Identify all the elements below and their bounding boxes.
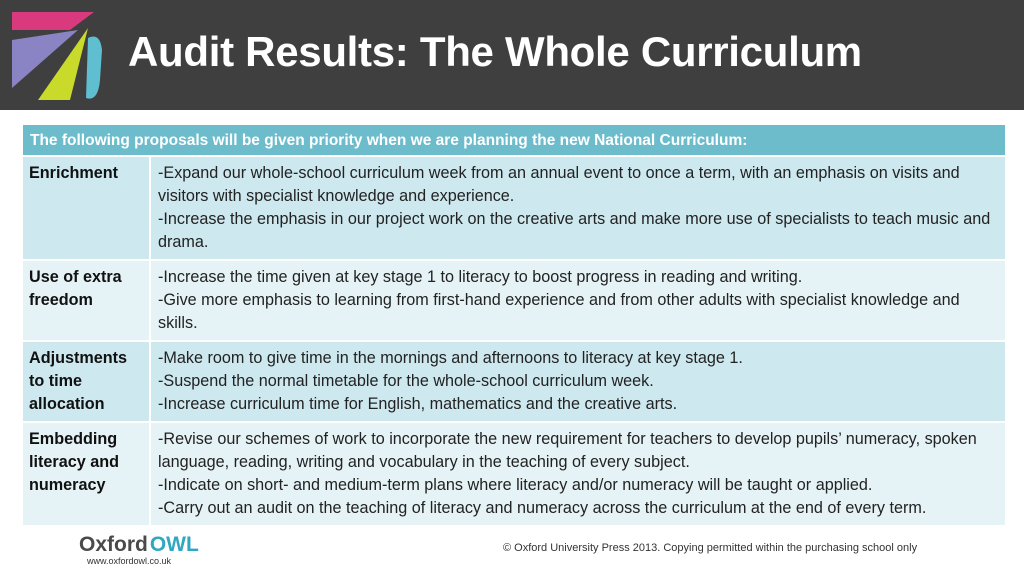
row-content bbox=[150, 341, 1006, 422]
slide-title: Audit Results: The Whole Curriculum bbox=[128, 28, 862, 75]
proposal-line: -Indicate on short- and medium-term plans where literacy and/or numeracy will be taught or applied. bbox=[158, 476, 873, 494]
table-row bbox=[22, 260, 1006, 341]
proposal-line: -Make room to give time in the mornings and afternoons to literacy at key stage 1. bbox=[158, 349, 743, 367]
row-label: Adjustments to time allocation bbox=[22, 341, 150, 422]
brand-url[interactable]: www.oxfordowl.co.uk bbox=[87, 556, 172, 566]
oxford-owl-logo[interactable] bbox=[79, 534, 199, 570]
brand-oxford: Oxford bbox=[79, 533, 148, 556]
table-header-row bbox=[22, 124, 1006, 156]
proposals-table bbox=[21, 123, 1007, 527]
row-label: Use of extra freedom bbox=[22, 260, 150, 341]
proposal-line: -Increase curriculum time for English, mathematics and the creative arts. bbox=[158, 395, 678, 413]
row-label: Embedding literacy and numeracy bbox=[22, 422, 150, 526]
table-row bbox=[22, 422, 1006, 526]
copyright-notice: © Oxford University Press 2013. Copying permitted within the purchasing school only bbox=[503, 542, 918, 554]
proposal-line: -Increase the time given at key stage 1 to literacy to boost progress in reading and writing. bbox=[158, 268, 803, 286]
brand-owl: OWL bbox=[149, 533, 199, 556]
row-label: Enrichment bbox=[22, 156, 150, 260]
proposal-line: -Suspend the normal timetable for the whole-school curriculum week. bbox=[158, 372, 654, 390]
row-content bbox=[150, 422, 1006, 526]
table-header-cell: The following proposals will be given priority when we are planning the new National Curriculum: bbox=[22, 124, 1006, 156]
curriculum-logo-icon bbox=[8, 10, 108, 102]
row-content bbox=[150, 260, 1006, 341]
table-row bbox=[22, 156, 1006, 260]
proposal-line: -Expand our whole-school curriculum week from an annual event to once a term, with an emphasis on visits and visitors with specialist knowledge and experience. bbox=[158, 164, 960, 205]
proposal-line: -Increase the emphasis in our project work on the creative arts and make more use of specialists to teach music and drama. bbox=[158, 210, 991, 251]
table-row bbox=[22, 341, 1006, 422]
row-content bbox=[150, 156, 1006, 260]
proposal-line: -Give more emphasis to learning from first-hand experience and from other adults with specialist knowledge and skills. bbox=[158, 291, 960, 332]
proposal-line: -Revise our schemes of work to incorporate the new requirement for teachers to develop pupils’ numeracy, spoken language, reading, writing and vocabulary in the teaching of every subject. bbox=[158, 430, 977, 471]
slide-header bbox=[0, 0, 1024, 110]
proposal-line: -Carry out an audit on the teaching of literacy and numeracy across the curriculum at the end of every term. bbox=[158, 499, 927, 517]
brand-name bbox=[79, 534, 199, 555]
